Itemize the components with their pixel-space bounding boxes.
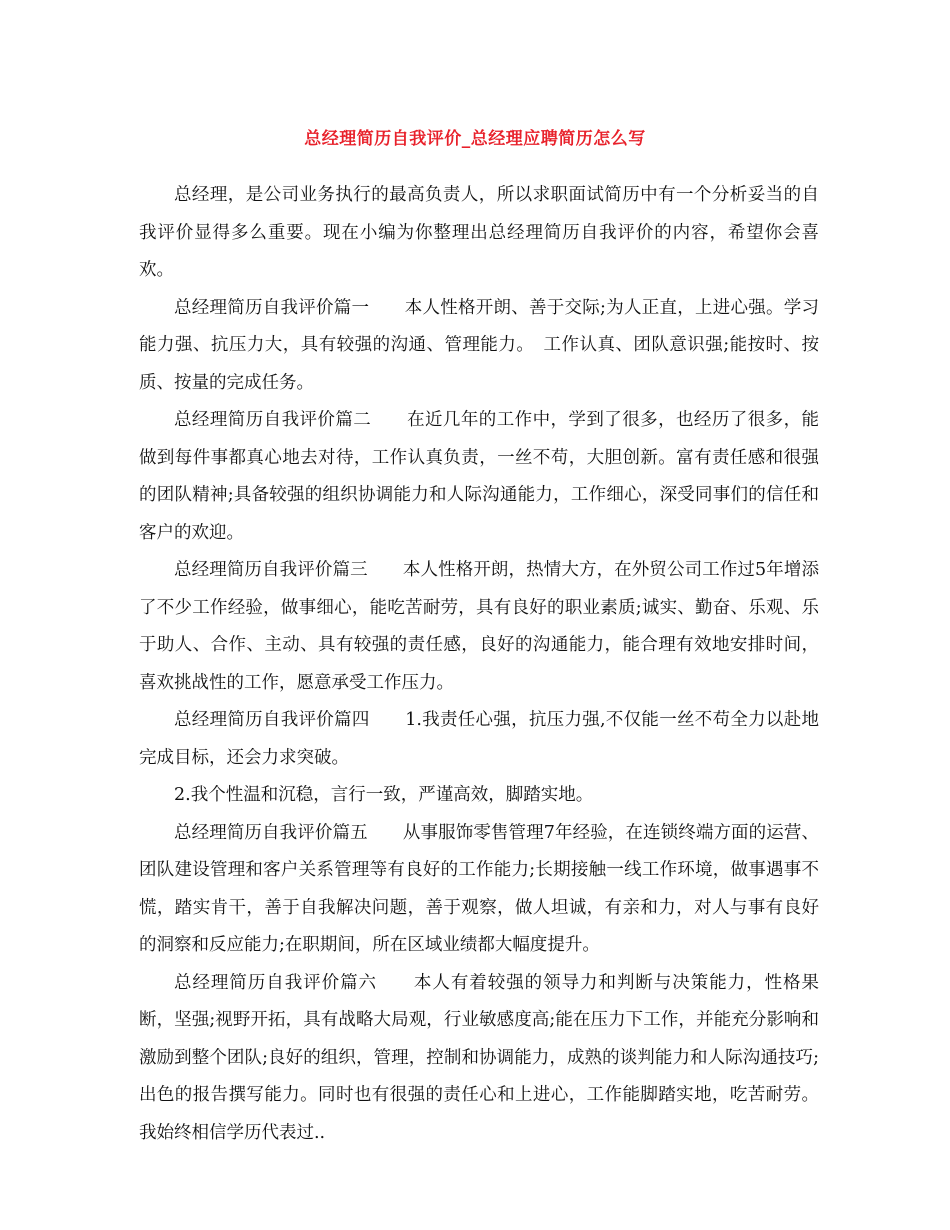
- paragraph-part-2: 总经理简历自我评价篇二 在近几年的工作中，学到了很多，也经历了很多，能做到每件事都真心地去对待，工作认真负责，一丝不苟，大胆创新。富有责任感和很强的团队精神;具备较强的组织协调能力和人际沟通能力，工作细心，深受同事们的信任和客户的欢迎。: [139, 410, 819, 543]
- paragraph-intro: 总经理，是公司业务执行的最高负责人，所以求职面试简历中有一个分析妥当的自我评价显得多么重要。现在小编为你整理出总经理简历自我评价的内容，希望你会喜欢。: [139, 185, 819, 280]
- paragraph-part-3: 总经理简历自我评价篇三 本人性格开朗，热情大方，在外贸公司工作过5年增添了不少工作经验，做事细心，能吃苦耐劳，具有良好的职业素质;诚实、勤奋、乐观、乐于助人、合作、主动、具有较强的责任感，良好的沟通能力，能合理有效地安排时间，喜欢挑战性的工作，愿意承受工作压力。: [139, 560, 819, 693]
- paragraph-part-4-point-2: 2.我个性温和沉稳，言行一致，严谨高效，脚踏实地。: [174, 785, 594, 805]
- document-body: [139, 177, 819, 1152]
- paragraph-part-5: 总经理简历自我评价篇五 从事服饰零售管理7年经验，在连锁终端方面的运营、团队建设管理和客户关系管理等有良好的工作能力;长期接触一线工作环境，做事遇事不慌，踏实肯干，善于自我解决问题，善于观察，做人坦诚，有亲和力，对人与事有良好的洞察和反应能力;在职期间，所在区域业绩都大幅度提升。: [139, 822, 819, 955]
- paragraph-part-4: 总经理简历自我评价篇四 1.我责任心强，抗压力强,不仅能一丝不苟全力以赴地完成目标，还会力求突破。: [139, 710, 819, 768]
- paragraph-part-1: 总经理简历自我评价篇一 本人性格开朗、善于交际;为人正直，上进心强。学习能力强、抗压力大，具有较强的沟通、管理能力。 工作认真、团队意识强;能按时、按质、按量的完成任务。: [139, 297, 819, 393]
- document-title: 总经理简历自我评价_总经理应聘简历怎么写: [304, 129, 646, 149]
- paragraph-part-6: 总经理简历自我评价篇六 本人有着较强的领导力和判断与决策能力，性格果断，坚强;视野开拓，具有战略大局观，行业敏感度高;能在压力下工作，并能充分影响和激励到整个团队;良好的组织，管理，控制和协调能力，成熟的谈判能力和人际沟通技巧;出色的报告撰写能力。同时也有很强的责任心和上进心，工作能脚踏实地，吃苦耐劳。我始终相信学历代表过..: [139, 972, 819, 1143]
